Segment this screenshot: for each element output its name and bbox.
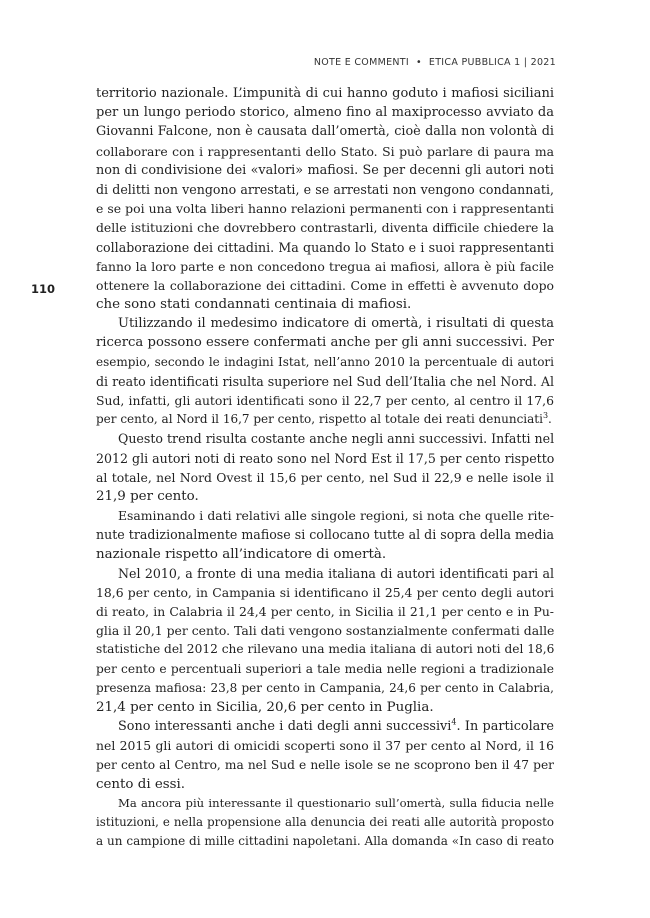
- text-line-content: Sud, infatti, gli autori identificati sono il 22,7 per cento, al centro il 17,6: [96, 393, 554, 408]
- text-line-content: fanno la loro parte e non concedono tregua ai mafiosi, allora è più facile: [96, 258, 554, 274]
- text-line: [96, 410, 554, 429]
- text-line: [96, 679, 554, 698]
- text-line-content: 18,6 per cento, in Campania si identificano il 25,4 per cento degli autori: [96, 584, 554, 600]
- text-line-content: a un campione di mille cittadini napoletani. Alla domanda «In caso di reato: [96, 834, 554, 849]
- text-line-content: per cento, al Nord il 16,7 per cento, rispetto al totale dei reati denunciati: [96, 412, 543, 427]
- text-line: [96, 161, 554, 180]
- text-line-content: Esaminando i dati relativi alle singole regioni, si nota che quelle rite-: [118, 508, 554, 524]
- footnote-marker[interactable]: 4: [451, 717, 457, 727]
- text-line: [96, 84, 554, 103]
- footnote-tail: .: [548, 412, 552, 427]
- text-line: [96, 372, 554, 391]
- paragraph: [96, 84, 554, 314]
- body-text: [96, 84, 554, 852]
- running-head-journal: ETICA PUBBLICA 1 | 2021: [428, 57, 556, 68]
- text-line-content: 2012 gli autori noti di reato sono nel Nord Est il 17,5 per cento rispetto: [96, 450, 555, 466]
- text-line: [96, 199, 554, 218]
- text-line: [96, 602, 554, 621]
- text-line: [96, 449, 554, 468]
- text-line-content: presenza mafiosa: 23,8 per cento in Campania, 24,6 per cento in Calabria,: [96, 680, 554, 695]
- text-line-content: glia il 20,1 per cento. Tali dati vengono sostanzialmente confermati dalle: [96, 623, 555, 639]
- text-line: [96, 775, 554, 794]
- text-line-content: e se poi una volta liberi hanno relazioni permanenti con i rappresentanti: [96, 201, 554, 217]
- text-line-content: ricerca possono essere confermati anche per gli anni successivi. Per: [96, 335, 554, 351]
- text-line: [96, 813, 554, 832]
- text-line-content: territorio nazionale. L’impunità di cui hanno goduto i mafiosi siciliani: [96, 86, 554, 101]
- text-line-content: Giovanni Falcone, non è causata dall’omertà, cioè dalla non volontà di: [96, 124, 554, 140]
- text-line-content: per un lungo periodo storico, almeno fino al maxiprocesso avviato da: [96, 105, 554, 121]
- running-head-bullet: •: [416, 57, 422, 68]
- text-line-content: nel 2015 gli autori di omicidi scoperti sono il 37 per cento al Nord, il 16: [96, 738, 554, 754]
- text-line-content: Sono interessanti anche i dati degli anni successivi: [118, 719, 452, 735]
- text-line: [96, 295, 554, 314]
- text-line: [96, 621, 554, 640]
- text-line-content: Nel 2010, a fronte di una media italiana di autori identificati pari al: [118, 565, 554, 581]
- paragraph: [96, 506, 554, 564]
- paragraph: [96, 429, 554, 506]
- footnote-marker[interactable]: 3: [542, 411, 549, 421]
- text-line-content: collaborare con i rappresentanti dello Stato. Si può parlare di paura ma: [96, 143, 554, 159]
- text-line: [96, 238, 554, 257]
- text-line-content: statistiche del 2012 che rilevano una media italiana di autori noti del 18,6: [96, 642, 555, 657]
- text-line-content: non di condivisione dei «valori» mafiosi. Se per decenni gli autori noti: [96, 162, 554, 178]
- text-line-content: per cento e percentuali superiori a tale media nelle regioni a tradizionale: [96, 661, 554, 676]
- text-line: [96, 122, 554, 141]
- text-line-content: che sono stati condannati centinaia di mafiosi.: [96, 297, 412, 313]
- text-line-content: per cento al Centro, ma nel Sud e nelle isole se ne scoprono ben il 47 per: [96, 757, 554, 772]
- paragraph: [96, 564, 554, 718]
- text-line: [96, 353, 554, 372]
- running-head-section: NOTE E COMMENTI: [313, 57, 409, 68]
- text-line-content: di delitti non vengono arrestati, e se arrestati non vengono condannati,: [96, 181, 554, 197]
- text-line: [96, 468, 554, 487]
- text-line-content: Utilizzando il medesimo indicatore di omertà, i risultati di questa: [118, 316, 554, 332]
- text-line-content: al totale, nel Nord Ovest il 15,6 per cento, nel Sud il 22,9 e nelle isole il: [96, 469, 554, 485]
- text-line: [96, 525, 554, 544]
- paragraph: [96, 314, 554, 429]
- text-line: [96, 717, 554, 736]
- text-line: [96, 698, 554, 717]
- text-line: [96, 314, 554, 333]
- text-line: [96, 142, 554, 161]
- footnote-tail: . In particolare: [456, 719, 554, 735]
- text-line-content: 21,9 per cento.: [96, 488, 199, 504]
- text-line-content: collaborazione dei cittadini. Ma quando lo Stato e i suoi rappresentanti: [96, 239, 554, 255]
- paragraph: [96, 717, 554, 794]
- text-line-content: 21,4 per cento in Sicilia, 20,6 per cento in Puglia.: [96, 700, 434, 715]
- text-line: [96, 736, 554, 755]
- running-head: [314, 57, 556, 68]
- text-line-content: delle istituzioni che dovrebbero contrastarli, diventa difficile chiedere la: [96, 220, 554, 236]
- text-line: [96, 583, 554, 602]
- text-line: [96, 333, 554, 352]
- text-line-content: cento di essi.: [96, 776, 186, 792]
- text-line: [96, 257, 554, 276]
- paragraph: [96, 794, 554, 852]
- text-line: [96, 218, 554, 237]
- text-line: [96, 391, 554, 410]
- text-line: [96, 660, 554, 679]
- text-line: [96, 794, 554, 813]
- text-line: [96, 564, 554, 583]
- text-line: [96, 506, 554, 525]
- text-line: [96, 640, 554, 659]
- text-line: [96, 832, 554, 851]
- text-line: [96, 180, 554, 199]
- text-line-content: istituzioni, e nella propensione alla denuncia dei reati alle autorità proposto: [96, 815, 554, 830]
- text-line: [96, 756, 554, 775]
- text-line-content: nute tradizionalmente mafiose si collocano tutte al di sopra della media: [96, 527, 554, 543]
- text-line-content: Ma ancora più interessante il questionario sull’omertà, sulla fiducia nelle: [118, 795, 554, 810]
- text-line-content: nazionale rispetto all’indicatore di omertà.: [96, 546, 387, 562]
- text-line-content: esempio, secondo le indagini Istat, nell’anno 2010 la percentuale di autori: [96, 354, 554, 369]
- text-line-content: di reato, in Calabria il 24,4 per cento, in Sicilia il 21,1 per cento e in Pu-: [96, 604, 554, 620]
- text-line: [96, 103, 554, 122]
- text-line-content: di reato identificati risulta superiore nel Sud dell’Italia che nel Nord. Al: [96, 373, 555, 389]
- text-line-content: Questo trend risulta costante anche negli anni successivi. Infatti nel: [118, 431, 555, 447]
- text-line: [96, 545, 554, 564]
- text-line: [96, 276, 554, 295]
- text-line: [96, 429, 554, 448]
- page-number: 110: [31, 282, 56, 296]
- text-line: [96, 487, 554, 506]
- text-line-content: ottenere la collaborazione dei cittadini. Come in effetti è avvenuto dopo: [96, 277, 554, 293]
